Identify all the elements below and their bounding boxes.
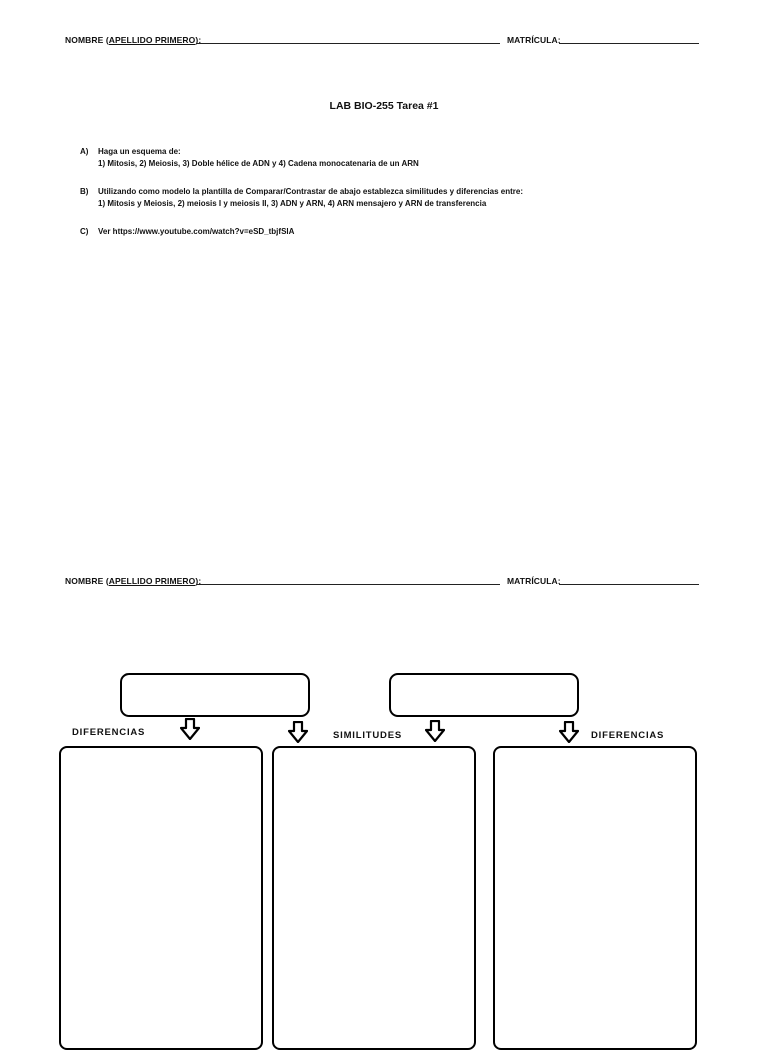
topic-box-right[interactable] — [389, 673, 579, 717]
instruction-link-text[interactable]: Ver https://www.youtube.com/watch?v=eSD_tbjfSlA — [98, 227, 295, 236]
down-arrow-icon — [180, 718, 200, 740]
nombre-label: NOMBRE (APELLIDO PRIMERO): — [65, 35, 202, 45]
instruction-subtext: 1) Mitosis y Meiosis, 2) meiosis I y meiosis II, 3) ADN y ARN, 4) ARN mensajero y ARN de transferencia — [98, 199, 487, 208]
matricula-label: MATRÍCULA: — [507, 35, 561, 45]
header-name-line-2 — [65, 576, 705, 590]
matricula-label: MATRÍCULA: — [507, 576, 561, 586]
diferencias-left-box[interactable] — [59, 746, 263, 1050]
nombre-label: NOMBRE (APELLIDO PRIMERO): — [65, 576, 202, 586]
label-diferencias-right: DIFERENCIAS — [591, 730, 665, 741]
diferencias-right-box[interactable] — [493, 746, 697, 1050]
label-diferencias-left: DIFERENCIAS — [72, 727, 146, 738]
instruction-letter: C) — [80, 227, 89, 236]
nombre-blank-field[interactable] — [197, 584, 500, 585]
down-arrow-icon — [425, 720, 445, 742]
apellido-label: APELLIDO PRIMERO — [108, 576, 196, 586]
apellido-label: APELLIDO PRIMERO — [108, 35, 196, 45]
instruction-letter: B) — [80, 187, 89, 196]
topic-box-left[interactable] — [120, 673, 310, 717]
matricula-blank-field[interactable] — [559, 43, 699, 44]
matricula-blank-field[interactable] — [559, 584, 699, 585]
instruction-text: Utilizando como modelo la plantilla de Comparar/Contrastar de abajo establezca similitudes y diferencias entre: — [98, 187, 523, 196]
label-similitudes: SIMILITUDES — [333, 730, 402, 741]
instruction-text: Haga un esquema de: — [98, 147, 181, 156]
down-arrow-icon — [559, 721, 579, 743]
instruction-letter: A) — [80, 147, 89, 156]
header-name-line — [65, 35, 705, 49]
instruction-subtext: 1) Mitosis, 2) Meiosis, 3) Doble hélice de ADN y 4) Cadena monocatenaria de un ARN — [98, 159, 419, 168]
similitudes-box[interactable] — [272, 746, 476, 1050]
page-title: LAB BIO-255 Tarea #1 — [329, 100, 439, 112]
down-arrow-icon — [288, 721, 308, 743]
nombre-blank-field[interactable] — [197, 43, 500, 44]
